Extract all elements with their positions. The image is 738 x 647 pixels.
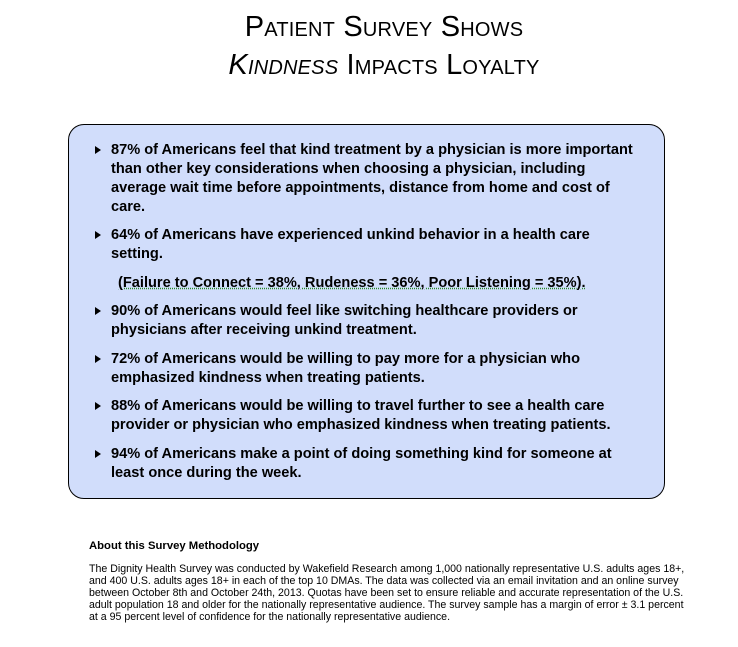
title-emphasis: Kindness — [228, 49, 339, 81]
title-line-1: Patient Survey Shows — [244, 11, 524, 43]
bullet-text: 88% of Americans would be willing to travel further to see a health care provider or physician who emphasized kindness when treating patients. — [111, 398, 611, 433]
title-line-2-rest: Impacts Loyalty — [338, 49, 540, 81]
bullet-item — [95, 141, 635, 217]
bullet-sub-note: (Failure to Connect = 38%, Rudeness = 36%, Poor Listening = 35%). — [118, 275, 586, 291]
bullet-text: 94% of Americans make a point of doing something kind for someone at least once during the week. — [111, 446, 612, 481]
bullet-item — [95, 302, 635, 340]
methodology-heading: About this Survey Methodology — [89, 540, 260, 552]
bullet-item — [95, 445, 635, 483]
bullet-triangle-icon — [95, 355, 101, 363]
methodology-body: The Dignity Health Survey was conducted by Wakefield Research among 1,000 nationally representative U.S. adults ages 18+, and 400 U.S. adults ages 18+ in each of the top 10 DMAs. The data was collected via an email invitation and an online survey between October 8th and October 24th, 2013. Quotas have been set to ensure reliable and accurate representation of the U.S. adult population 18 and older for the nationally representative audience. The survey sample has a margin of error ± 3.1 percent at a 95 percent level of confidence for the nationally representative audience. — [89, 563, 685, 624]
bullet-item — [95, 350, 635, 388]
bullet-item — [95, 226, 635, 264]
page-title — [0, 8, 738, 84]
bullet-text: 64% of Americans have experienced unkind behavior in a health care setting. — [111, 227, 590, 262]
bullet-triangle-icon — [95, 231, 101, 239]
bullet-triangle-icon — [95, 402, 101, 410]
bullet-text: 72% of Americans would be willing to pay more for a physician who emphasized kindness when treating patients. — [111, 351, 580, 386]
bullet-text: 90% of Americans would feel like switching healthcare providers or physicians after receiving unkind treatment. — [111, 303, 578, 338]
survey-findings-panel — [68, 124, 665, 499]
bullet-triangle-icon — [95, 307, 101, 315]
title-line-2 — [0, 46, 738, 84]
bullet-triangle-icon — [95, 146, 101, 154]
bullet-triangle-icon — [95, 450, 101, 458]
bullet-item — [95, 397, 635, 435]
bullet-text: 87% of Americans feel that kind treatment by a physician is more important than other key considerations when choosing a physician, including average wait time before appointments, distance from home and cost of care. — [111, 142, 633, 215]
